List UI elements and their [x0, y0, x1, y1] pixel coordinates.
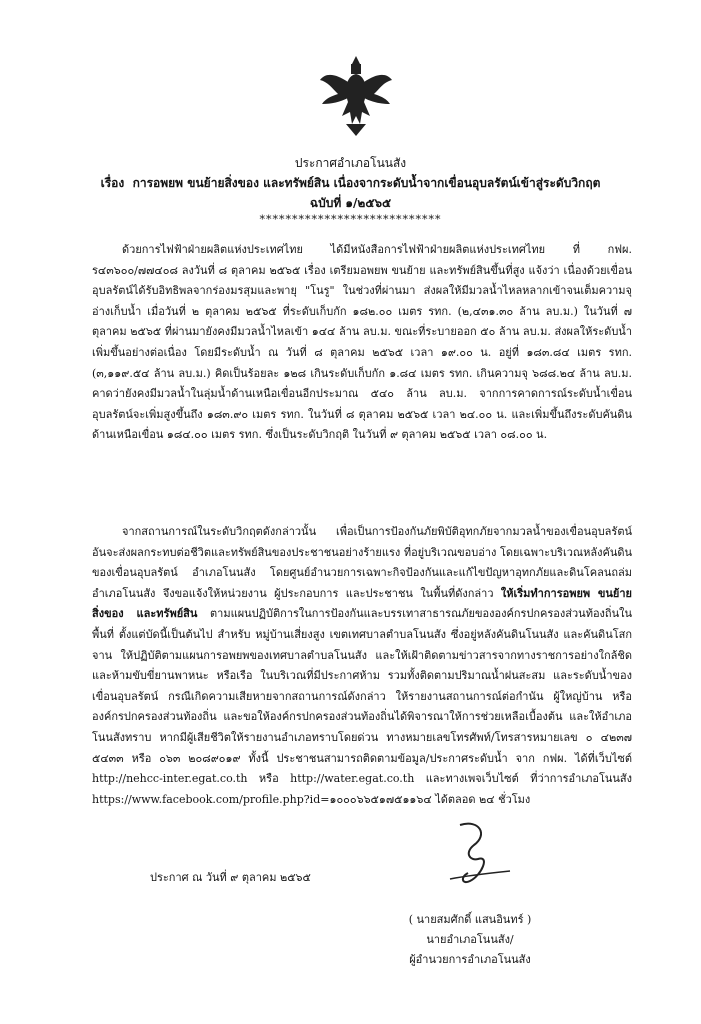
announcement-date: ประกาศ ณ วันที่ ๙ ตุลาคม ๒๕๖๕ [150, 871, 311, 884]
signer-role: ผู้อำนวยการอำเภอโนนสัง [409, 953, 531, 966]
paragraph-1: ด้วยการไฟฟ้าฝ่ายผลิตแห่งประเทศไทย ได้มีหนังสือการไฟฟ้าฝ่ายผลิตแห่งประเทศไทย ที่ กฟผ. ร๔๓๖๐๐/๗๗๔๐๘ ลงวันที่ ๘ ตุลาคม ๒๕๖๕ เรื่อง เตรียมอพยพ ขนย้าย และทรัพย์สินขึ้นที่สูง แจ้งว่า เนื่องด้วยเขื่อนอุบลรัตน์ได้รับอิทธิพลจากร่องมรสุมและพายุ "โนรู" ในช่วงที่ผ่านมา ส่งผลให้มีมวลน้ำไหลหลากเข้าจนเต็มความจุอ่างเก็บน้ำ เมื่อวันที่ ๒ ตุลาคม ๒๕๖๕ ที่ระดับเก็บกัก ๑๘๒.๐๐ เมตร รทก. (๒,๔๓๑.๓๐ ล้าน ลบ.ม.) ในวันที่ ๗ ตุลาคม ๒๕๖๕ ที่ผ่านมายังคงมีมวลน้ำไหลเข้า ๑๔๔ ล้าน ลบ.ม. ขณะที่ระบายออก ๕๐ ล้าน ลบ.ม. ส่งผลให้ระดับน้ำเพิ่มขึ้นอย่างต่อเนื่อง โดยมีระดับน้ำ ณ วันที่ ๘ ตุลาคม ๒๕๖๕ เวลา ๑๙.๐๐ น. อยู่ที่ ๑๘๓.๘๔ เมตร รทก. (๓,๑๑๙.๕๔ ล้าน ลบ.ม.) คิดเป็นร้อยละ ๑๒๘ เกินระดับเก็บกัก ๑.๘๔ เมตร รทก. เกินความจุ ๖๘๘.๒๔ ล้าน ลบ.ม. คาดว่ายังคงมีมวลน้ำในลุ่มน้ำด้านเหนือเขื่อนอีกประมาณ ๕๔๐ ล้าน ลบ.ม. จากการคาดการณ์ระดับน้ำเขื่อนอุบลรัตน์จะเพิ่มสูงขึ้นถึง ๑๘๓.๙๐ เมตร รทก. ในวันที่ ๘ ตุลาคม ๒๕๖๕ เวลา ๒๔.๐๐ น. และเพิ่มขึ้นถึงระดับคันดินด้านเหนือเขื่อน ๑๘๔.๐๐ เมตร รทก. ซึ่งเป็นระดับวิกฤติ ในวันที่ ๙ ตุลาคม ๒๕๖๕ เวลา ๐๘.๐๐ น. [92, 243, 633, 442]
subject-text: การอพยพ ขนย้ายสิ่งของ และทรัพย์สิน เนื่องจากระดับน้ำจากเขื่อนอุบลรัตน์เข้าสู่ระดับวิกฤต [132, 176, 601, 190]
handwritten-signature [430, 815, 520, 895]
paragraph-2-part-a: จากสถานการณ์ในระดับวิกฤตดังกล่าวนั้น เพื่อเป็นการป้องกันภัยพิบัติอุทกภัยจากมวลน้ำของเขื่อนอุบลรัตน์ อันจะส่งผลกระทบต่อชีวิตและทรัพย์สินของประชาชนอย่างร้ายแรง ที่อยู่บริเวณขอบอ่าง โดยเฉพาะบริเวณหลังคันดินของเขื่อนอุบลรัตน์ อำเภอโนนสัง โดยศูนย์อำนวยการเฉพาะกิจป้องกันและแก้ไขปัญหาอุทกภัยและดินโคลนถล่มอำเภอโนนสัง จึงขอแจ้งให้หน่วยงาน ผู้ประกอบการ และประชาชน ในพื้นที่ดังกล่าว [92, 525, 632, 600]
signer-title: นายอำเภอโนนสัง/ [426, 933, 514, 946]
document-org: ประกาศอำเภอโนนสัง [294, 156, 407, 170]
paragraph-2-bold: ให้เริ่มทำการอพยพ ขนย้ายสิ่งของ และทรัพย์สิน [92, 586, 632, 621]
garuda-emblem [318, 50, 394, 138]
issue-number: ฉบับที่ ๑/๒๕๖๕ [309, 196, 392, 210]
document-subject [0, 176, 701, 191]
subject-label: เรื่อง [100, 176, 125, 190]
paragraph-2-part-b: ตามแผนปฏิบัติการในการป้องกันและบรรเทาสาธารณภัยขององค์กรปกครองส่วนท้องถิ่นในพื้นที่ ตั้งแต่บัดนี้เป็นต้นไป สำหรับ หมู่บ้านเสี่ยงสูง เขตเทศบาลตำบลโนนสัง ซึ่งอยู่หลังคันดินโนนสัง และคันดินโสกจาน ให้ปฏิบัติตามแผนการอพยพของเทศบาลตำบลโนนสัง และให้เฝ้าติดตามข่าวสารจากทางราชการอย่างใกล้ชิด และห้ามขับขี่ยานพาหนะ หรือเรือ ในบริเวณที่มีประกาศห้าม รวมทั้งติดตามปริมาณน้ำฝนสะสม และระดับน้ำของเขื่อนอุบลรัตน์ กรณีเกิดความเสียหายจากสถานการณ์ดังกล่าว ให้รายงานสถานการณ์ต่อกำนัน ผู้ใหญ่บ้าน หรือองค์กรปกครองส่วนท้องถิ่น และขอให้องค์กรปกครองส่วนท้องถิ่นได้พิจารณาให้การช่วยเหลือเบื้องต้น และให้อำเภอโนนสังทราบ หากมีผู้เสียชีวิตให้รายงานอำเภอทราบโดยด่วน ทางหมายเลขโทรศัพท์/โทรสารหมายเลข ๐ ๔๒๓๗ ๕๔๓๓ หรือ ๐๖๓ ๒๐๘๙๐๑๙ ทั้งนี้ ประชาชนสามารถติดตามข้อมูล/ประกาศระดับน้ำ จาก กฟผ. ได้ที่เว็บไซต์ http://nehcc-inter.egat.co.th หรือ http://water.egat.co.th และทางเพจเว็บไซต์ ที่ว่าการอำเภอโนนสัง https://www.facebook.com/profile.php?id=๑๐๐๐๖๖๕๑๗๕๑๑๖๔ ได้ตลอด ๒๔ ชั่วโมง [92, 607, 632, 806]
signer-name: ( นายสมศักดิ์ แสนอินทร์ ) [408, 913, 532, 926]
paragraph-2 [92, 522, 632, 810]
star-separator: **************************** [259, 213, 442, 226]
